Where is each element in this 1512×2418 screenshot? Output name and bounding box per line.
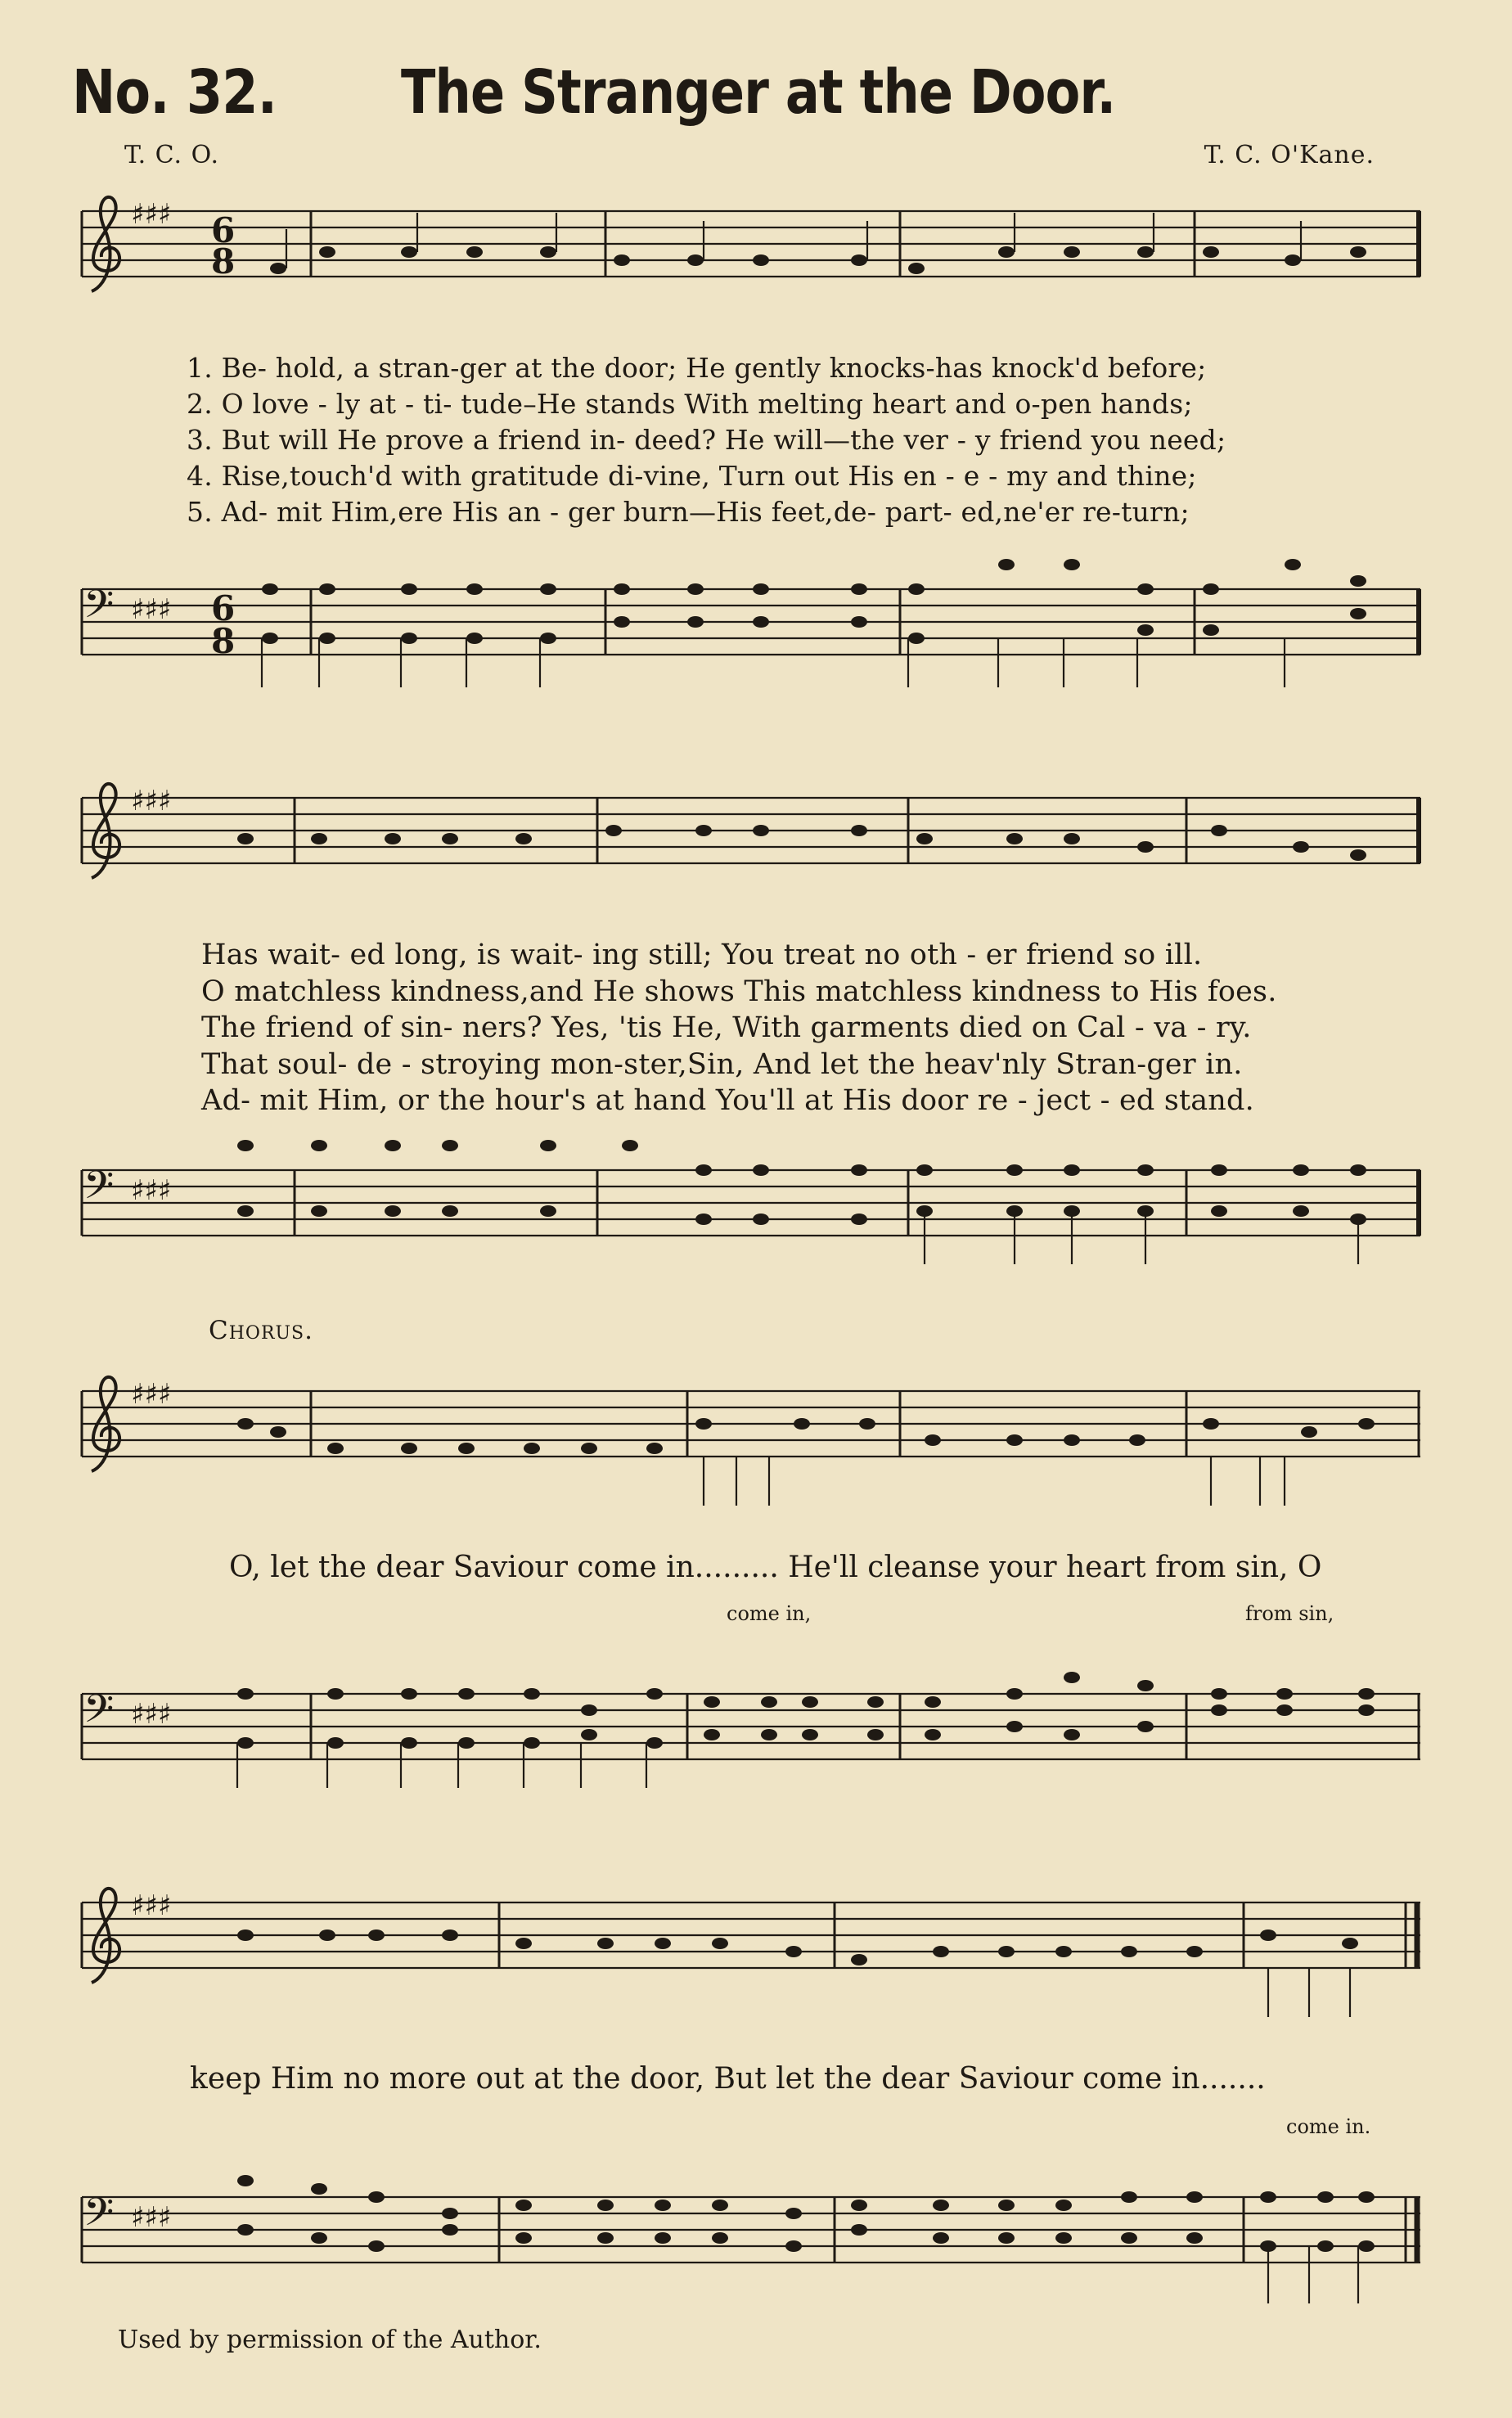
svg-text:8: 8 bbox=[211, 621, 236, 661]
svg-text:𝄢: 𝄢 bbox=[83, 1162, 115, 1218]
permission-footer: Used by permission of the Author. bbox=[118, 2326, 542, 2354]
staff-system1-bass bbox=[0, 540, 1512, 745]
chorus-lyric-line2: keep Him no more out at the door, But let the dear Saviour come in....... bbox=[190, 2062, 1266, 2096]
svg-text:♯♯♯: ♯♯♯ bbox=[131, 198, 172, 231]
staff-chorus2-bass bbox=[0, 2148, 1512, 2320]
svg-text:𝄢: 𝄢 bbox=[83, 2189, 115, 2245]
chorus-echo-come-in: come in, bbox=[727, 1602, 812, 1625]
staff-system1-treble bbox=[0, 187, 1512, 309]
music-credit: T. C. O'Kane. bbox=[1204, 141, 1375, 169]
chorus-echo-come-in-final: come in. bbox=[1286, 2115, 1371, 2138]
verse2-line: 2. O love - ly at - ti- tude–He stands With melting heart and o-pen hands; bbox=[187, 388, 1193, 420]
verse1-line-b: Has wait- ed long, is wait- ing still; You treat no oth - er friend so ill. bbox=[201, 939, 1203, 971]
svg-text:♯♯♯: ♯♯♯ bbox=[131, 1889, 172, 1922]
svg-text:𝄢: 𝄢 bbox=[83, 581, 115, 637]
staff-system2-treble bbox=[0, 773, 1512, 912]
staff-system2-bass bbox=[0, 1121, 1512, 1309]
svg-text:♯♯♯: ♯♯♯ bbox=[131, 1698, 172, 1731]
verse-lyrics-part2 bbox=[201, 937, 1277, 1119]
svg-text:♯♯♯: ♯♯♯ bbox=[131, 785, 172, 817]
svg-text:♯♯♯: ♯♯♯ bbox=[131, 593, 172, 626]
verse3-line: 3. But will He prove a friend in- deed? He will—the ver - y friend you need; bbox=[187, 424, 1226, 456]
hymn-title: The Stranger at the Door. bbox=[401, 57, 1116, 128]
chorus-lyric-line1: O, let the dear Saviour come in......... He'll cleanse your heart from sin, O bbox=[229, 1551, 1322, 1584]
chorus-label: Chorus. bbox=[209, 1316, 313, 1345]
verse2-line-b: O matchless kindness,and He shows This matchless kindness to His foes. bbox=[201, 975, 1277, 1008]
verse5-line-b: Ad- mit Him, or the hour's at hand You'll at His door re - ject - ed stand. bbox=[201, 1084, 1254, 1117]
svg-text:6: 6 bbox=[211, 210, 236, 250]
verse1-line: 1. Be- hold, a stran-ger at the door; He gently knocks-has knock'd before; bbox=[187, 352, 1207, 384]
hymn-number: No. 32. bbox=[72, 57, 277, 128]
staff-chorus1-bass bbox=[0, 1645, 1512, 1825]
chorus-echo-from-sin: from sin, bbox=[1245, 1602, 1334, 1625]
verse4-line: 4. Rise,touch'd with gratitude di-vine, Turn out His en - e - my and thine; bbox=[187, 460, 1197, 492]
verse-lyrics-part1 bbox=[187, 350, 1226, 530]
words-credit: T. C. O. bbox=[124, 141, 220, 169]
svg-text:6: 6 bbox=[211, 588, 236, 628]
staff-chorus2-treble bbox=[0, 1870, 1512, 2042]
svg-text:♯♯♯: ♯♯♯ bbox=[131, 2201, 172, 2234]
svg-text:𝄢: 𝄢 bbox=[83, 1686, 115, 1741]
svg-text:♯♯♯: ♯♯♯ bbox=[131, 1174, 172, 1207]
verse3-line-b: The friend of sin- ners? Yes, 'tis He, With garments died on Cal - va - ry. bbox=[201, 1011, 1252, 1044]
svg-text:♯♯♯: ♯♯♯ bbox=[131, 1378, 172, 1411]
verse4-line-b: That soul- de - stroying mon-ster,Sin, And let the heav'nly Stran-ger in. bbox=[201, 1047, 1243, 1081]
verse5-line: 5. Ad- mit Him,ere His an - ger burn—His feet,de- part- ed,ne'er re-turn; bbox=[187, 496, 1190, 528]
svg-text:8: 8 bbox=[211, 241, 236, 281]
staff-chorus1-treble bbox=[0, 1358, 1512, 1522]
